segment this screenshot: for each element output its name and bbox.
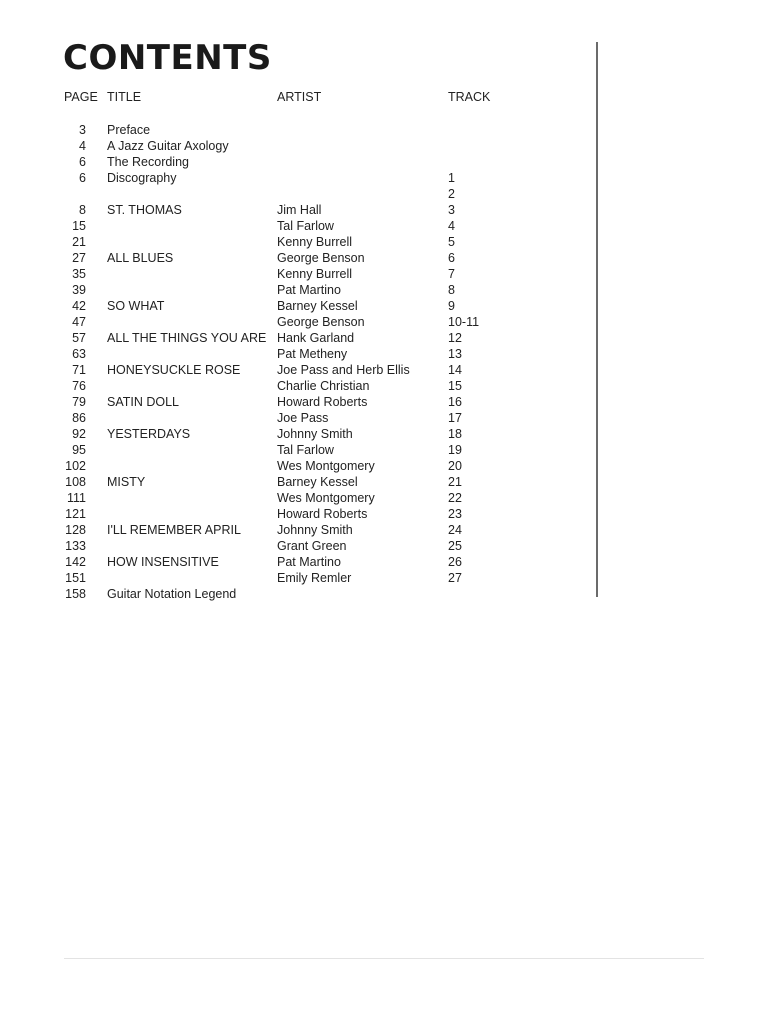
contents-entry xyxy=(0,266,600,282)
entry-artist: Joe Pass xyxy=(277,411,329,425)
contents-entry xyxy=(0,170,600,186)
entry-track-number: 5 xyxy=(448,235,455,249)
entry-page-number: 121 xyxy=(65,507,86,521)
entry-track-number: 20 xyxy=(448,459,462,473)
contents-entry xyxy=(0,394,600,410)
contents-entry xyxy=(0,202,600,218)
contents-entry xyxy=(0,410,600,426)
entry-track-number: 19 xyxy=(448,443,462,457)
contents-entry xyxy=(0,538,600,554)
footer-rule xyxy=(64,958,704,959)
entry-artist: Kenny Burrell xyxy=(277,267,353,281)
entry-page-number: 35 xyxy=(72,267,86,281)
entry-page-number: 151 xyxy=(65,571,86,585)
entry-track-number: 9 xyxy=(448,299,455,313)
contents-list xyxy=(0,122,600,602)
entry-artist: Kenny Burrell xyxy=(277,235,353,249)
entry-song-title: YESTERDAYS xyxy=(107,427,191,441)
contents-entry xyxy=(0,234,600,250)
entry-song-title: A Jazz Guitar Axology xyxy=(107,139,229,153)
entry-page-number: 6 xyxy=(79,155,86,169)
contents-entry xyxy=(0,154,600,170)
entry-page-number: 4 xyxy=(79,139,86,153)
contents-entry xyxy=(0,458,600,474)
entry-track-number: 10-11 xyxy=(448,315,480,329)
entry-track-number: 12 xyxy=(448,331,462,345)
page-column-header: PAGE xyxy=(64,90,98,104)
entry-song-title: ST. THOMAS xyxy=(107,203,182,217)
contents-entry xyxy=(0,346,600,362)
entry-track-number: 24 xyxy=(448,523,462,537)
entry-page-number: 39 xyxy=(72,283,86,297)
entry-artist: Grant Green xyxy=(277,539,347,553)
title-column-header: TITLE xyxy=(107,90,142,104)
track-column-header: TRACK xyxy=(448,90,491,104)
entry-track-number: 2 xyxy=(448,187,455,201)
contents-entry xyxy=(0,122,600,138)
contents-entry xyxy=(0,330,600,346)
entry-artist: Pat Metheny xyxy=(277,347,348,361)
contents-entry xyxy=(0,138,600,154)
contents-entry xyxy=(0,362,600,378)
entry-song-title: MISTY xyxy=(107,475,146,489)
entry-page-number: 8 xyxy=(79,203,86,217)
entry-track-number: 27 xyxy=(448,571,462,585)
entry-artist: Charlie Christian xyxy=(277,379,370,393)
entry-song-title: ALL BLUES xyxy=(107,251,174,265)
entry-artist: Howard Roberts xyxy=(277,507,368,521)
entry-page-number: 76 xyxy=(72,379,86,393)
entry-track-number: 16 xyxy=(448,395,462,409)
entry-track-number: 14 xyxy=(448,363,462,377)
entry-song-title: HOW INSENSITIVE xyxy=(107,555,219,569)
entry-song-title: Discography xyxy=(107,171,177,185)
entry-artist: Barney Kessel xyxy=(277,475,358,489)
contents-entry xyxy=(0,570,600,586)
entry-artist: Pat Martino xyxy=(277,283,341,297)
page-title: CONTENTS xyxy=(63,38,272,78)
contents-entry xyxy=(0,314,600,330)
contents-entry xyxy=(0,586,600,602)
entry-song-title: SO WHAT xyxy=(107,299,165,313)
entry-track-number: 15 xyxy=(448,379,462,393)
entry-page-number: 63 xyxy=(72,347,86,361)
contents-entry xyxy=(0,378,600,394)
entry-track-number: 3 xyxy=(448,203,455,217)
entry-track-number: 6 xyxy=(448,251,455,265)
entry-page-number: 79 xyxy=(72,395,86,409)
contents-entry xyxy=(0,282,600,298)
entry-page-number: 102 xyxy=(65,459,86,473)
entry-artist: Howard Roberts xyxy=(277,395,368,409)
entry-page-number: 57 xyxy=(72,331,86,345)
entry-track-number: 7 xyxy=(448,267,455,281)
entry-artist: Emily Remler xyxy=(277,571,352,585)
entry-page-number: 111 xyxy=(66,491,86,505)
entry-page-number: 133 xyxy=(65,539,86,553)
entry-track-number: 25 xyxy=(448,539,462,553)
entry-page-number: 92 xyxy=(72,427,86,441)
entry-track-number: 1 xyxy=(448,171,455,185)
entry-artist: Barney Kessel xyxy=(277,299,358,313)
entry-page-number: 6 xyxy=(79,171,86,185)
contents-entry xyxy=(0,506,600,522)
entry-artist: Pat Martino xyxy=(277,555,341,569)
contents-entry xyxy=(0,442,600,458)
entry-artist: Tal Farlow xyxy=(277,219,334,233)
entry-page-number: 158 xyxy=(65,587,86,601)
entry-song-title: Preface xyxy=(107,123,151,137)
entry-artist: Wes Montgomery xyxy=(277,459,375,473)
entry-song-title: I'LL REMEMBER APRIL xyxy=(107,523,241,537)
entry-track-number: 17 xyxy=(448,411,462,425)
entry-track-number: 13 xyxy=(448,347,462,361)
entry-track-number: 21 xyxy=(448,475,462,489)
contents-entry xyxy=(0,426,600,442)
artist-column-header: ARTIST xyxy=(277,90,322,104)
contents-entry xyxy=(0,186,600,202)
contents-entry xyxy=(0,218,600,234)
entry-artist: Jim Hall xyxy=(277,203,322,217)
entry-track-number: 8 xyxy=(448,283,455,297)
contents-entry xyxy=(0,490,600,506)
entry-page-number: 21 xyxy=(72,235,86,249)
entry-page-number: 142 xyxy=(65,555,86,569)
entry-page-number: 15 xyxy=(72,219,86,233)
entry-artist: Hank Garland xyxy=(277,331,355,345)
entry-song-title: SATIN DOLL xyxy=(107,395,180,409)
entry-artist: Joe Pass and Herb Ellis xyxy=(277,363,410,377)
contents-entry xyxy=(0,298,600,314)
column-header-row xyxy=(0,89,600,105)
entry-page-number: 71 xyxy=(72,363,86,377)
entry-page-number: 86 xyxy=(72,411,86,425)
entry-page-number: 47 xyxy=(72,315,86,329)
entry-page-number: 42 xyxy=(72,299,86,313)
entry-track-number: 26 xyxy=(448,555,462,569)
entry-song-title: Guitar Notation Legend xyxy=(107,587,237,601)
entry-artist: Johnny Smith xyxy=(277,523,353,537)
entry-page-number: 108 xyxy=(65,475,86,489)
entry-artist: Wes Montgomery xyxy=(277,491,375,505)
entry-song-title: The Recording xyxy=(107,155,189,169)
entry-song-title: ALL THE THINGS YOU ARE xyxy=(107,331,267,345)
entry-track-number: 18 xyxy=(448,427,462,441)
entry-track-number: 23 xyxy=(448,507,462,521)
entry-artist: Tal Farlow xyxy=(277,443,334,457)
contents-entry xyxy=(0,250,600,266)
contents-entry xyxy=(0,474,600,490)
entry-page-number: 27 xyxy=(72,251,86,265)
entry-track-number: 4 xyxy=(448,219,455,233)
entry-artist: George Benson xyxy=(277,251,365,265)
entry-page-number: 95 xyxy=(72,443,86,457)
entry-artist: Johnny Smith xyxy=(277,427,353,441)
entry-artist: George Benson xyxy=(277,315,365,329)
entry-track-number: 22 xyxy=(448,491,462,505)
contents-entry xyxy=(0,554,600,570)
entry-song-title: HONEYSUCKLE ROSE xyxy=(107,363,241,377)
contents-entry xyxy=(0,522,600,538)
entry-page-number: 128 xyxy=(65,523,86,537)
entry-page-number: 3 xyxy=(79,123,86,137)
